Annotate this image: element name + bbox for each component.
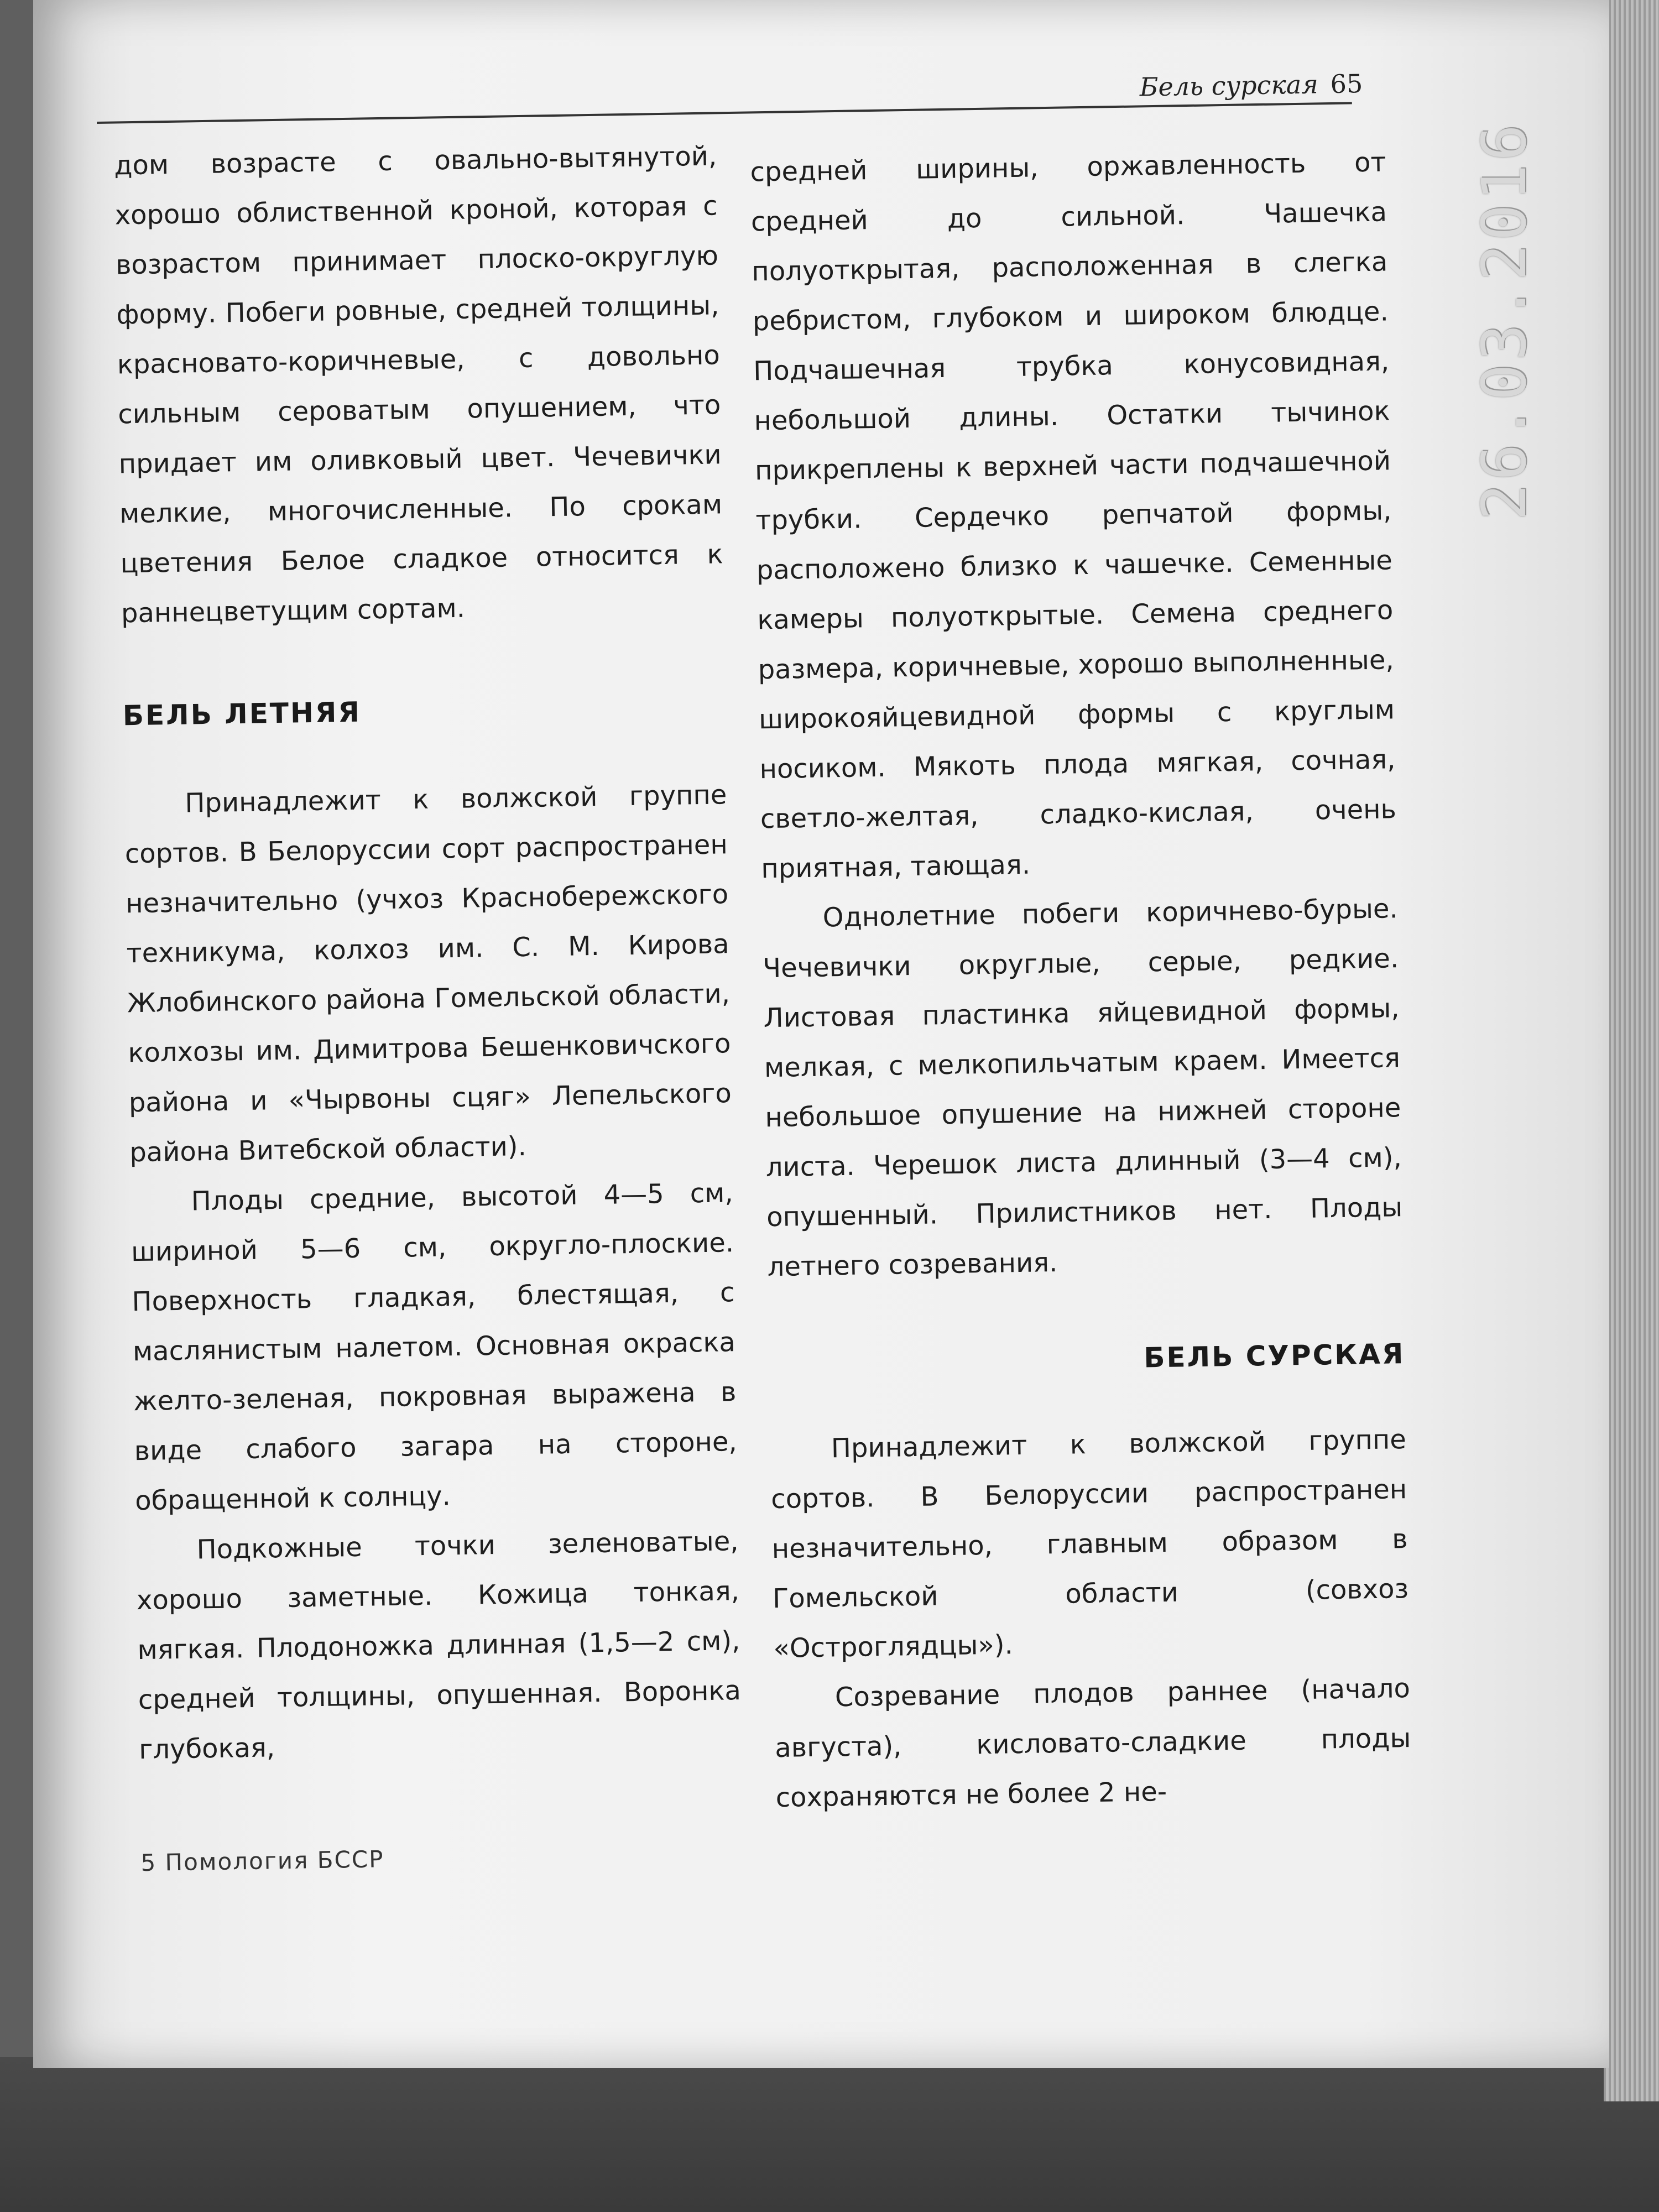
desk-surface <box>0 2057 1659 2212</box>
right-column <box>750 137 1412 1823</box>
page-content <box>33 0 1609 2068</box>
left-column <box>114 131 742 1775</box>
paragraph: Однолетние побеги коричнево-бурые. Чечевички округлые, серые, редкие. Листовая пластинка яйцевидной формы, мелкая, с мелкопильчатым краем. Имеется небольшое опушение на нижней стороне листа. Черешок листа длинный (3—4 см), опушенный. Прилистников нет. Плоды летнего созревания. <box>762 893 1403 1283</box>
running-header-title: Бель сурская <box>1139 69 1319 102</box>
paragraph: Принадлежит к волжской группе сортов. В Белоруссии распространен незначительно, главным образом в Гомельской области (совхоз «Остроглядцы»). <box>770 1424 1409 1665</box>
page-number: 65 <box>1330 69 1363 99</box>
date-stamp <box>1449 121 1559 521</box>
paragraph: Принадлежит к волжской группе сортов. В Белоруссии сорт распространен незначительно (учхоз Краснобережского техникума, колхоз им. С. М. Кирова Жлобинского района Гомельской области, колхозы им. Димитрова Бешенковичского района и «Чырвоны сцяг» Лепельского района Витебской области). <box>124 779 732 1168</box>
paragraph: Плоды средние, высотой 4—5 см, шириной 5—6 см, округло-плоские. Поверхность гладкая, блестящая, с маслянистым налетом. Основная окраска желто-зеленая, покровная выражена в виде слабого загара на стороне, обращенной к солнцу. <box>131 1177 738 1517</box>
book-page <box>33 0 1609 2068</box>
header-rule <box>97 102 1352 124</box>
section-heading-bel-letnyaya: БЕЛЬ ЛЕТНЯЯ <box>122 696 362 732</box>
running-header <box>1139 69 1363 102</box>
intro-paragraph: дом возрасте с овально-вытянутой, хорошо облиственной кроной, которая с возрастом принимает плоско-округлую форму. Побеги ровные, средней толщины, красновато-коричневые, с довольно сильным сероватым опушением, что придает им оливковый цвет. Чечевички мелкие, многочисленные. По срокам цветения Белое сладкое относится к раннецветущим сортам. <box>113 140 723 629</box>
paragraph: Подкожные точки зеленоватые, хорошо заметные. Кожица тонкая, мягкая. Плодоножка длинная (1,5—2 см), средней толщины, опушенная. Воронка глубокая, <box>136 1526 742 1766</box>
continued-paragraph: средней ширины, оржавленность от средней до сильной. Чашечка полуоткрытая, расположенная в слегка ребристом, глубоком и широком блюдце. Подчашечная трубка конусовидная, небольшой длины. Остатки тычинок прикреплены к верхней части подчашечной трубки. Сердечко репчатой формы, расположено близко к чашечке. Семенные камеры полуоткрытые. Семена среднего размера, коричневые, хорошо выполненные, широкояйцевидной формы с круглым носиком. Мякоть плода мягкая, сочная, светло-желтая, сладко-кислая, очень приятная, тающая. <box>750 147 1397 885</box>
paragraph: Созревание плодов раннее (начало августа), кисловато-сладкие плоды сохраняются не более 2 не- <box>774 1673 1411 1814</box>
signature-footer: 5 Помология БССР <box>140 1845 384 1877</box>
book-page-edges <box>1604 0 1659 2101</box>
section-heading-bel-surskaya: БЕЛЬ СУРСКАЯ <box>1143 1338 1405 1374</box>
date-stamp-text: 26.03.2016 <box>1469 121 1540 521</box>
